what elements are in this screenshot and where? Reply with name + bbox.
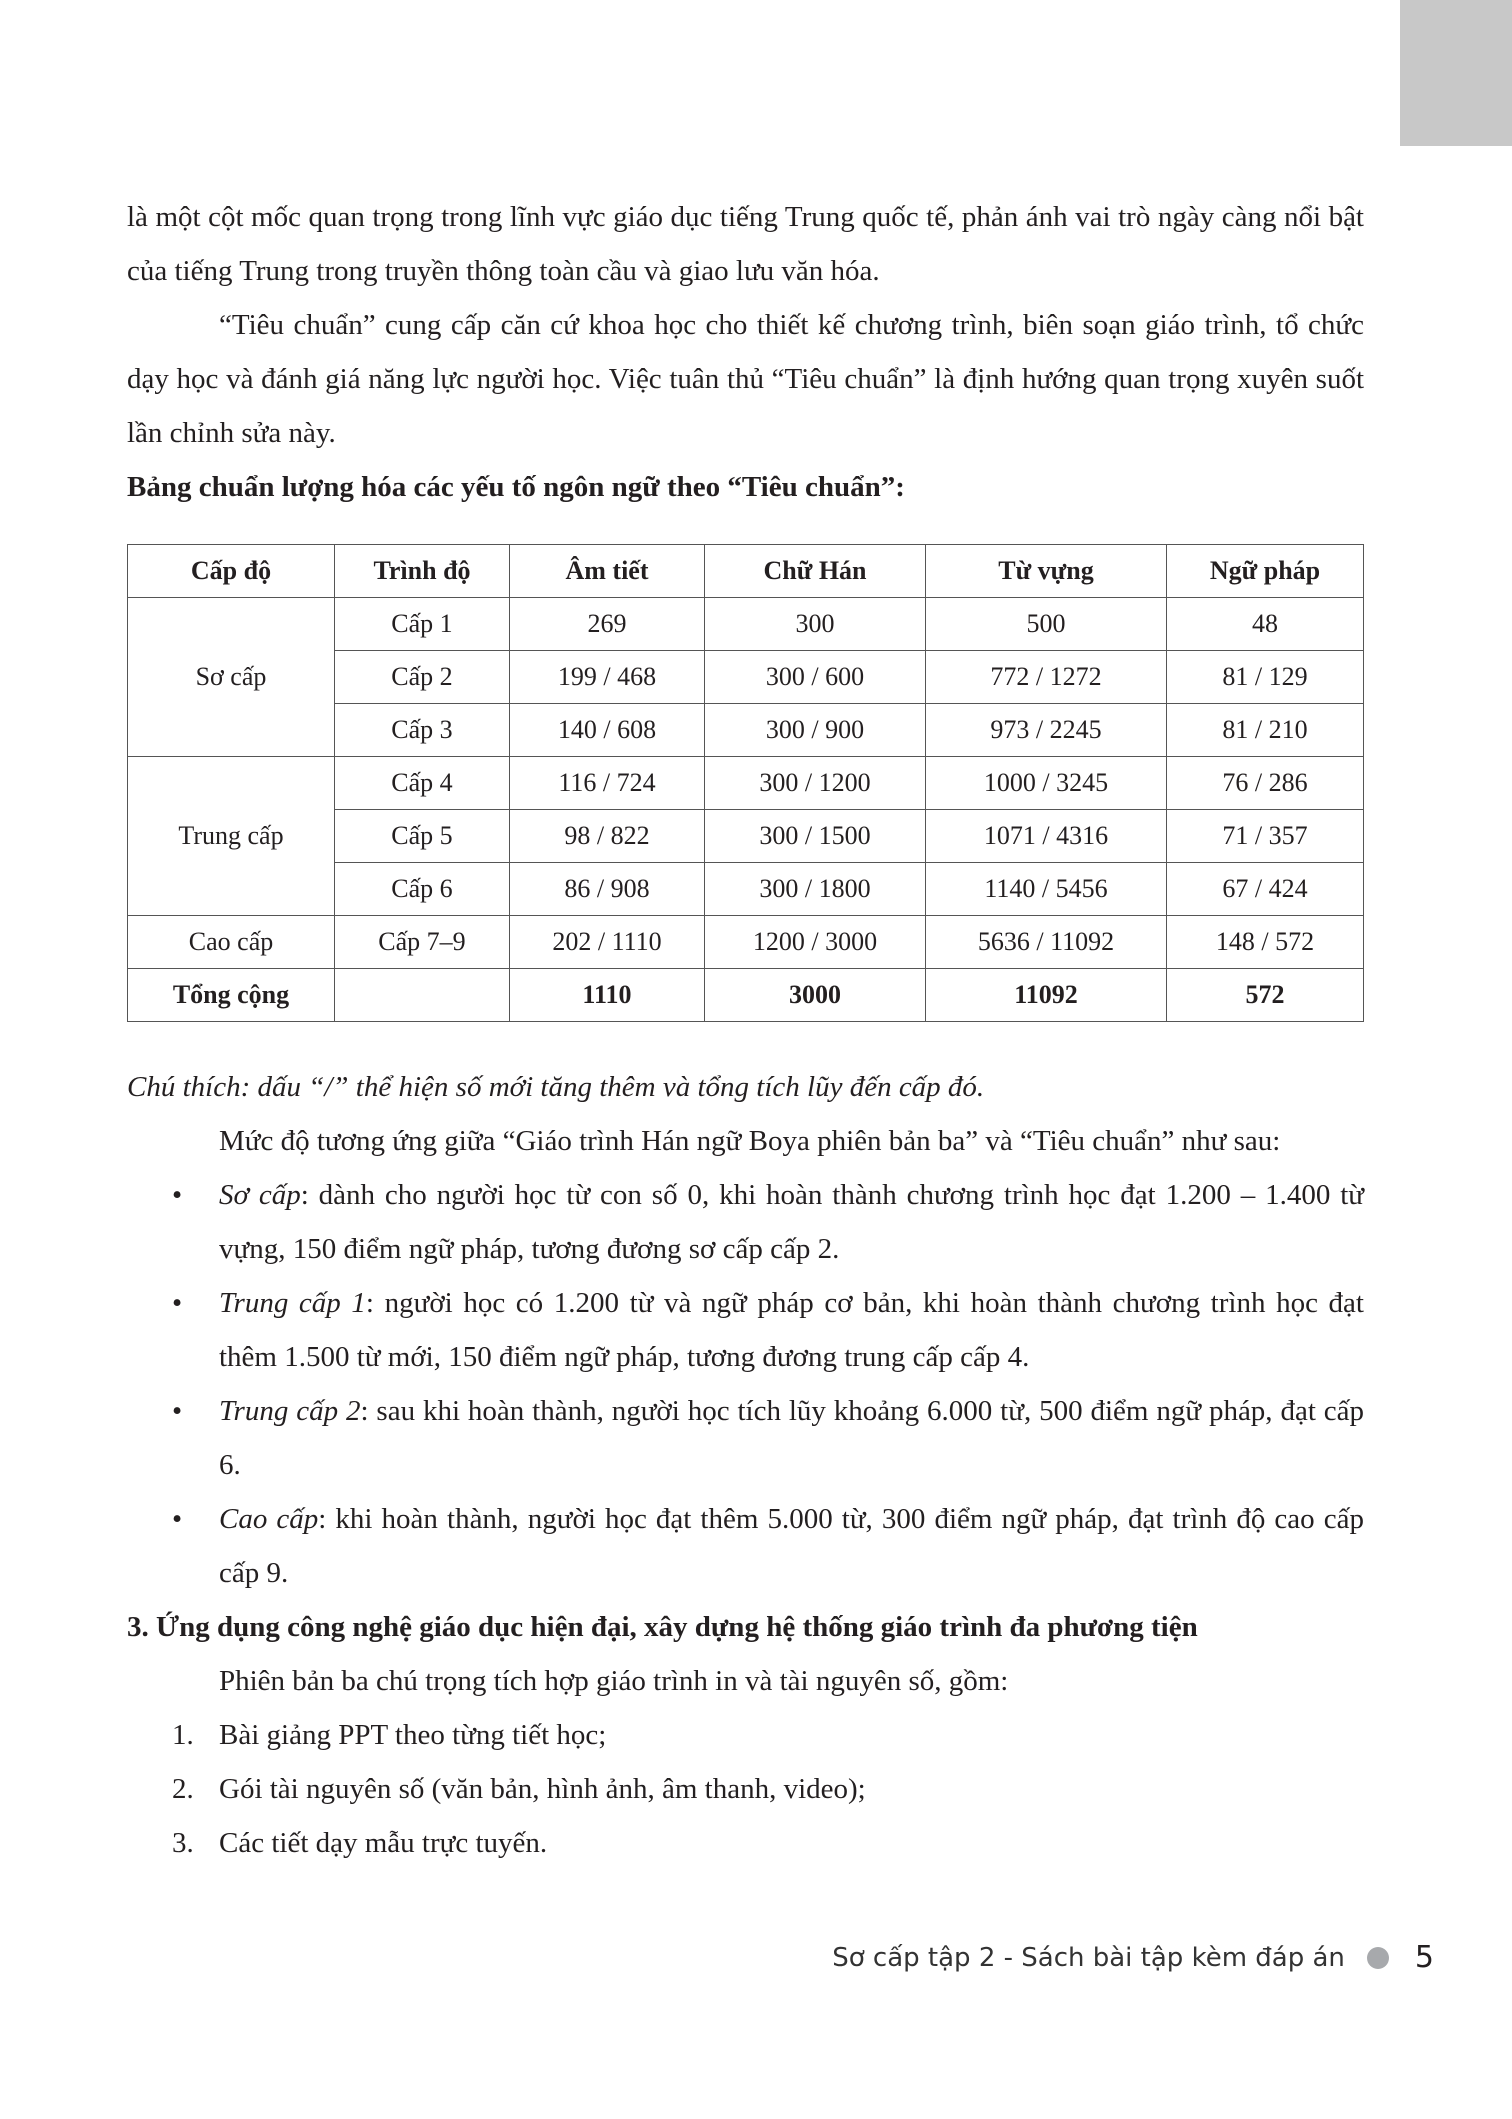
table-cell: Cấp 6	[335, 863, 510, 916]
table-total-row	[128, 969, 1364, 1022]
list-item	[127, 1492, 1364, 1600]
list-item	[127, 1276, 1364, 1384]
table-cell: 48	[1167, 598, 1364, 651]
circle-icon	[1367, 1947, 1389, 1969]
table-cell: Cấp 5	[335, 810, 510, 863]
table-cell: 300 / 1800	[705, 863, 926, 916]
table-cell: 300 / 600	[705, 651, 926, 704]
bullet-term: Trung cấp 1	[219, 1287, 366, 1319]
bullet-icon: •	[172, 1503, 183, 1535]
paragraph-resources: Phiên bản ba chú trọng tích hợp giáo trình in và tài nguyên số, gồm:	[219, 1665, 1009, 1697]
item-number: 1.	[172, 1719, 194, 1751]
header-cell: Trình độ	[335, 545, 510, 598]
resource-numbered-list	[127, 1708, 1364, 1870]
table-cell: 76 / 286	[1167, 757, 1364, 810]
page-corner-tab	[1400, 0, 1512, 146]
header-cell: Âm tiết	[510, 545, 705, 598]
total-label-cell: Tổng cộng	[128, 969, 335, 1022]
table-cell: 71 / 357	[1167, 810, 1364, 863]
table-cell: 1200 / 3000	[705, 916, 926, 969]
table-cell: 1000 / 3245	[926, 757, 1167, 810]
table-cell: 300 / 1500	[705, 810, 926, 863]
list-item	[127, 1384, 1364, 1492]
table-cell: 81 / 210	[1167, 704, 1364, 757]
list-item	[127, 1816, 1364, 1870]
table-cell: Cấp 3	[335, 704, 510, 757]
table-cell: 500	[926, 598, 1167, 651]
page-number: 5	[1414, 1940, 1434, 1975]
bullet-text: : người học có 1.200 từ và ngữ pháp cơ bản, khi hoàn thành chương trình học đạt thêm 1.500 từ mới, 150 điểm ngữ pháp, tương đương trung cấp cấp 4.	[219, 1287, 1364, 1373]
standards-table	[127, 544, 1364, 1022]
table-cell: 973 / 2245	[926, 704, 1167, 757]
table-cell: Cấp 2	[335, 651, 510, 704]
level-bullet-list	[127, 1168, 1364, 1600]
bullet-icon: •	[172, 1287, 183, 1319]
bullet-term: Trung cấp 2	[219, 1395, 361, 1427]
item-number: 3.	[172, 1827, 194, 1859]
table-cell: 86 / 908	[510, 863, 705, 916]
bullet-text: : khi hoàn thành, người học đạt thêm 5.000 từ, 300 điểm ngữ pháp, đạt trình độ cao cấp cấp 9.	[219, 1503, 1364, 1589]
table-cell: Cấp 7–9	[335, 916, 510, 969]
bullet-icon: •	[172, 1395, 183, 1427]
table-cell: 300 / 900	[705, 704, 926, 757]
list-item	[127, 1708, 1364, 1762]
table-cell: 300 / 1200	[705, 757, 926, 810]
total-cell: 3000	[705, 969, 926, 1022]
group-cell: Sơ cấp	[128, 598, 335, 757]
bullet-term: Cao cấp	[219, 1503, 319, 1535]
section-heading: 3. Ứng dụng công nghệ giáo dục hiện đại, xây dựng hệ thống giáo trình đa phương tiện	[127, 1611, 1198, 1643]
table-cell: 81 / 129	[1167, 651, 1364, 704]
total-cell: 11092	[926, 969, 1167, 1022]
table-cell: 300	[705, 598, 926, 651]
item-number: 2.	[172, 1773, 194, 1805]
paragraph-standard: “Tiêu chuẩn” cung cấp căn cứ khoa học cho thiết kế chương trình, biên soạn giáo trình, tổ chức dạy học và đánh giá năng lực người học. Việc tuân thủ “Tiêu chuẩn” là định hướng quan trọng xuyên suốt lần chỉnh sửa này.	[127, 309, 1364, 449]
bullet-text: : sau khi hoàn thành, người học tích lũy khoảng 6.000 từ, 500 điểm ngữ pháp, đạt cấp 6.	[219, 1395, 1365, 1481]
paragraph-intro: là một cột mốc quan trọng trong lĩnh vực giáo dục tiếng Trung quốc tế, phản ánh vai trò ngày càng nổi bật của tiếng Trung trong truyền thông toàn cầu và giao lưu văn hóa.	[127, 201, 1364, 287]
table-cell: 772 / 1272	[926, 651, 1167, 704]
table-note: Chú thích: dấu “/” thể hiện số mới tăng thêm và tổng tích lũy đến cấp đó.	[127, 1071, 985, 1103]
bullet-term: Sơ cấp	[219, 1179, 301, 1211]
header-cell: Ngữ pháp	[1167, 545, 1364, 598]
table-cell: 140 / 608	[510, 704, 705, 757]
item-text: Gói tài nguyên số (văn bản, hình ảnh, âm thanh, video);	[219, 1773, 866, 1805]
total-cell	[335, 969, 510, 1022]
table-cell: 202 / 1110	[510, 916, 705, 969]
table-row	[128, 598, 1364, 651]
item-text: Bài giảng PPT theo từng tiết học;	[219, 1719, 607, 1751]
table-row	[128, 916, 1364, 969]
table-cell: 1071 / 4316	[926, 810, 1167, 863]
total-cell: 572	[1167, 969, 1364, 1022]
list-item	[127, 1762, 1364, 1816]
group-cell: Trung cấp	[128, 757, 335, 916]
paragraph-correspondence: Mức độ tương ứng giữa “Giáo trình Hán ngữ Boya phiên bản ba” và “Tiêu chuẩn” như sau:	[219, 1125, 1281, 1157]
page-footer	[832, 1940, 1434, 1975]
table-cell: 1140 / 5456	[926, 863, 1167, 916]
bullet-icon: •	[172, 1179, 183, 1211]
bullet-text: : dành cho người học từ con số 0, khi hoàn thành chương trình học đạt 1.200 – 1.400 từ vựng, 150 điểm ngữ pháp, tương đương sơ cấp cấp 2.	[219, 1179, 1364, 1265]
table-heading: Bảng chuẩn lượng hóa các yếu tố ngôn ngữ theo “Tiêu chuẩn”:	[127, 471, 905, 503]
table-cell: 199 / 468	[510, 651, 705, 704]
list-item	[127, 1168, 1364, 1276]
table-cell: 67 / 424	[1167, 863, 1364, 916]
table-cell: 148 / 572	[1167, 916, 1364, 969]
group-cell: Cao cấp	[128, 916, 335, 969]
table-cell: 98 / 822	[510, 810, 705, 863]
total-cell: 1110	[510, 969, 705, 1022]
header-cell: Từ vựng	[926, 545, 1167, 598]
table-cell: 5636 / 11092	[926, 916, 1167, 969]
table-cell: 269	[510, 598, 705, 651]
table-cell: Cấp 4	[335, 757, 510, 810]
page-content	[127, 190, 1364, 1870]
header-cell: Chữ Hán	[705, 545, 926, 598]
table-cell: 116 / 724	[510, 757, 705, 810]
table-header-row	[128, 545, 1364, 598]
table-row	[128, 757, 1364, 810]
footer-title: Sơ cấp tập 2 - Sách bài tập kèm đáp án	[832, 1942, 1345, 1973]
table-cell: Cấp 1	[335, 598, 510, 651]
item-text: Các tiết dạy mẫu trực tuyến.	[219, 1827, 548, 1859]
header-cell: Cấp độ	[128, 545, 335, 598]
